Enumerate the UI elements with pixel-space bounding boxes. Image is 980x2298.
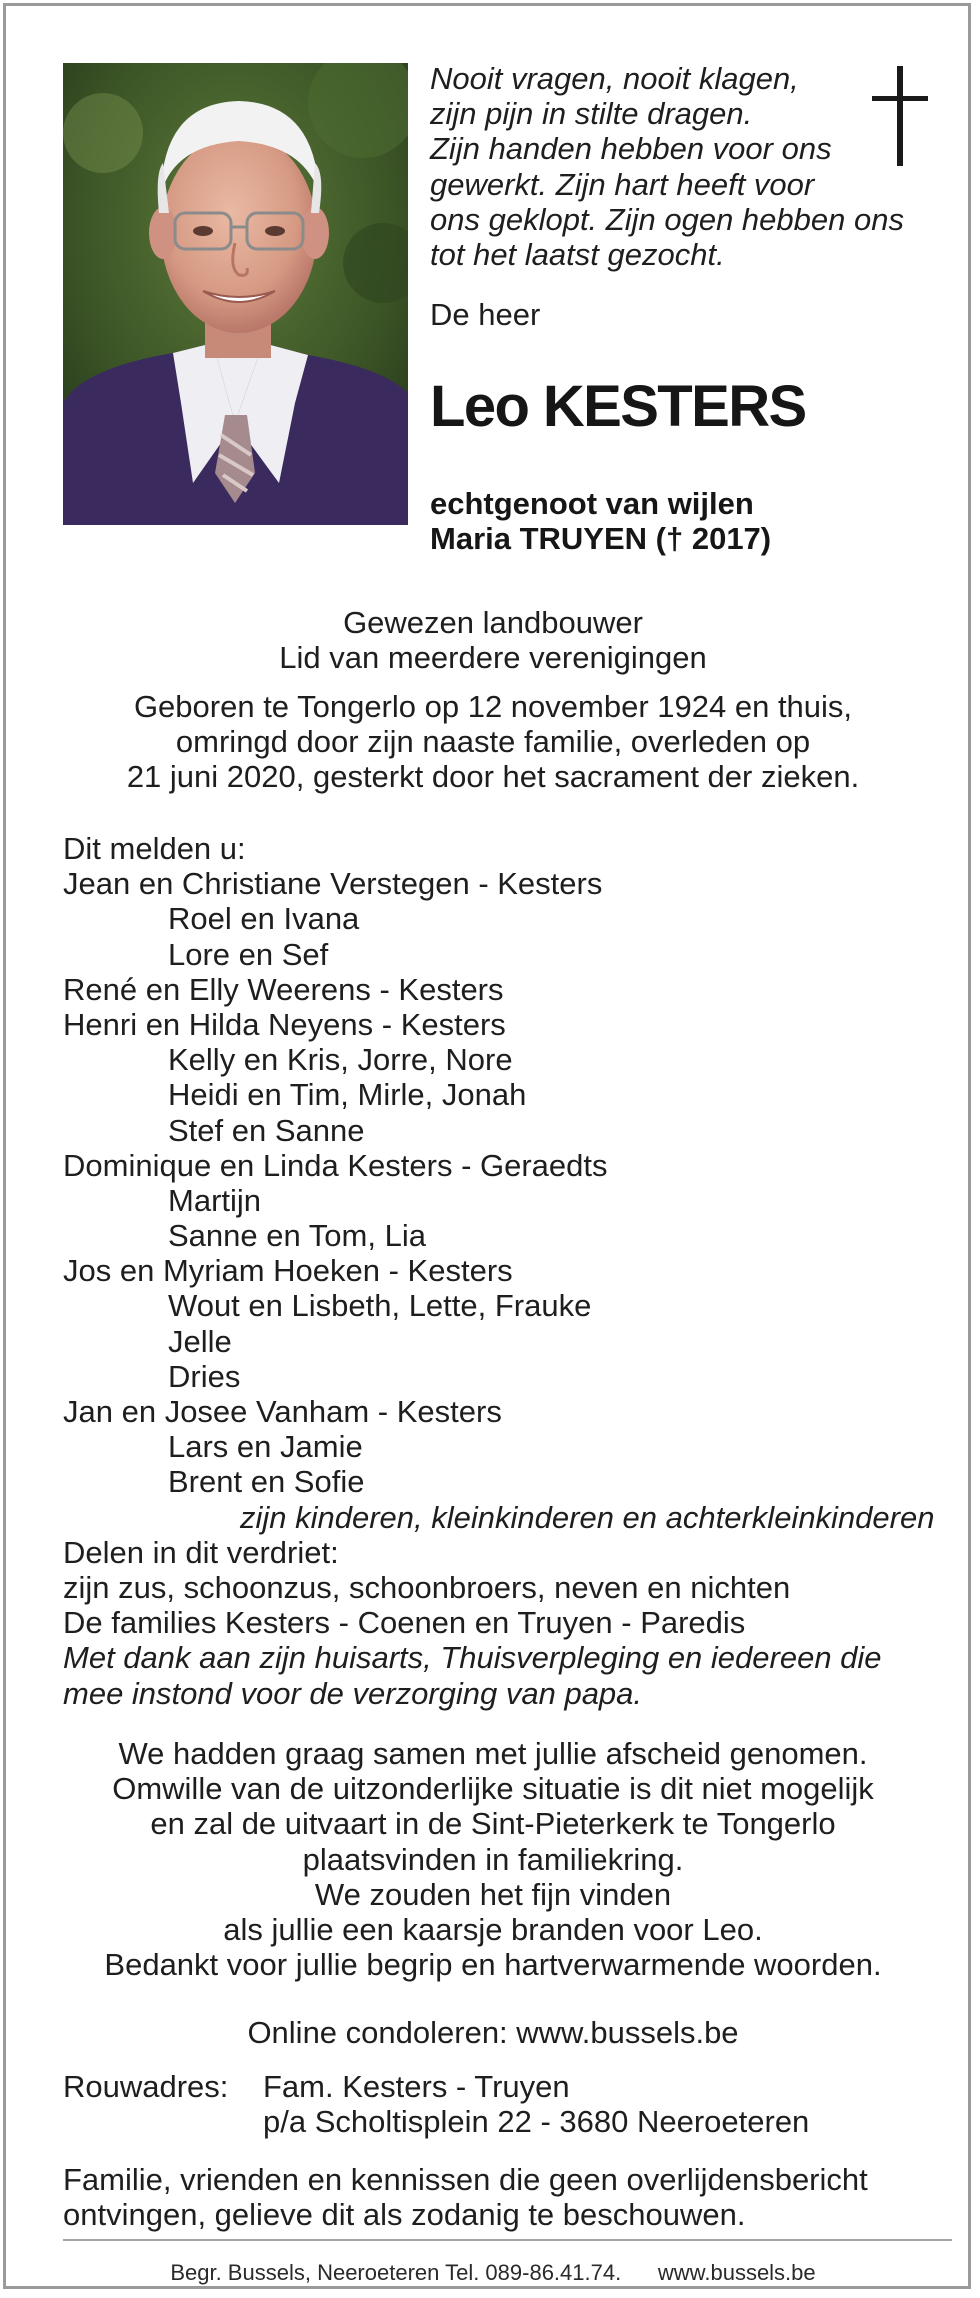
funeral-home-contact: Begr. Bussels, Neeroeteren Tel. 089-86.41.74. bbox=[170, 2260, 622, 2285]
farewell-line: Omwille van de uitzonderlijke situatie is dit niet mogelijk bbox=[112, 1771, 874, 1807]
share-line: zijn zus, schoonzus, schoonbroers, neven en nichten bbox=[63, 1569, 791, 1605]
grandchild-line: Sanne en Tom, Lia bbox=[168, 1218, 426, 1254]
grandchild-line: Dries bbox=[168, 1358, 241, 1394]
family-name: Jan en Josee Vanham - Kesters bbox=[63, 1394, 502, 1429]
family-name: René en Elly Weerens - Kesters bbox=[63, 971, 504, 1007]
grandchild-line: Lore en Sef bbox=[168, 936, 329, 972]
mourners-list bbox=[63, 831, 963, 1711]
grandchild-line: Jelle bbox=[168, 1323, 232, 1359]
poem-line: gewerkt. Zijn hart heeft voor bbox=[430, 166, 815, 202]
occupation bbox=[6, 605, 980, 675]
poem-line: tot het laatst gezocht. bbox=[430, 237, 725, 273]
family-name: Henri en Hilda Neyens - Kesters bbox=[63, 1006, 506, 1042]
spouse-line: Maria TRUYEN († 2017) bbox=[430, 521, 772, 557]
share-intro: Delen in dit verdriet: bbox=[63, 1534, 339, 1570]
mourners-intro: Dit melden u: bbox=[63, 831, 246, 866]
honorific: De heer bbox=[430, 297, 541, 332]
funeral-home-website: www.bussels.be bbox=[657, 2260, 816, 2285]
family-summary: zijn kinderen, kleinkinderen en achterkleinkinderen bbox=[240, 1499, 935, 1535]
family-name: Jos en Myriam Hoeken - Kesters bbox=[63, 1253, 513, 1289]
grandchild-line: Kelly en Kris, Jorre, Nore bbox=[168, 1042, 513, 1078]
deceased-name: Leo KESTERS bbox=[430, 374, 806, 439]
notice-line: ontvingen, gelieve dit als zodanig te beschouwen. bbox=[63, 2197, 746, 2233]
occupation-line: Gewezen landbouwer bbox=[343, 605, 643, 640]
grandchild-line: Brent en Sofie bbox=[168, 1464, 365, 1500]
farewell-line: We hadden graag samen met jullie afscheid genomen. bbox=[118, 1736, 868, 1771]
address-label: Rouwadres: bbox=[63, 2069, 229, 2104]
footer-divider bbox=[63, 2239, 952, 2241]
family-name: Jean en Christiane Verstegen - Kesters bbox=[63, 866, 603, 902]
farewell-line: en zal de uitvaart in de Sint-Pieterkerk te Tongerlo bbox=[150, 1806, 836, 1842]
farewell-line: We zouden het fijn vinden bbox=[314, 1876, 672, 1912]
birth-death-line: 21 juni 2020, gesterkt door het sacrament der zieken. bbox=[126, 759, 860, 795]
farewell-line: Bedankt voor jullie begrip en hartverwarmende woorden. bbox=[104, 1947, 882, 1983]
birth-death-line: Geboren te Tongerlo op 12 november 1924 en thuis, bbox=[133, 689, 853, 724]
grandchild-line: Roel en Ivana bbox=[168, 901, 360, 937]
cross-icon bbox=[872, 66, 928, 166]
grandchild-line: Wout en Lisbeth, Lette, Frauke bbox=[168, 1288, 592, 1324]
grandchild-line: Lars en Jamie bbox=[168, 1429, 363, 1465]
thanks-line: Met dank aan zijn huisarts, Thuisverpleging en iedereen die bbox=[63, 1640, 882, 1676]
address-line: Fam. Kesters - Truyen bbox=[263, 2069, 570, 2104]
thanks-line: mee instond voor de verzorging van papa. bbox=[63, 1675, 643, 1711]
farewell-line: plaatsvinden in familiekring. bbox=[302, 1841, 684, 1877]
footer bbox=[6, 2260, 980, 2286]
notice bbox=[63, 2162, 868, 2232]
farewell-line: als jullie een kaarsje branden voor Leo. bbox=[223, 1912, 763, 1948]
birth-death-line: omringd door zijn naaste familie, overleden op bbox=[175, 724, 811, 760]
spouse-info bbox=[430, 486, 771, 556]
birth-death-info bbox=[6, 689, 980, 795]
share-line: De families Kesters - Coenen en Truyen - Paredis bbox=[63, 1605, 746, 1641]
obituary-card bbox=[3, 3, 971, 2289]
online-condolences: Online condoleren: www.bussels.be bbox=[247, 2015, 739, 2050]
poem-line: ons geklopt. Zijn ogen hebben ons bbox=[430, 201, 904, 237]
portrait-image bbox=[63, 63, 408, 525]
mourning-address bbox=[63, 2069, 809, 2139]
grandchild-line: Stef en Sanne bbox=[168, 1112, 365, 1148]
poem-line: Nooit vragen, nooit klagen, bbox=[430, 61, 799, 96]
family-name: Dominique en Linda Kesters - Geraedts bbox=[63, 1147, 608, 1183]
address-line: p/a Scholtisplein 22 - 3680 Neeroeteren bbox=[263, 2104, 810, 2140]
grandchild-line: Heidi en Tim, Mirle, Jonah bbox=[168, 1077, 527, 1113]
spouse-line: echtgenoot van wijlen bbox=[430, 486, 754, 521]
occupation-line: Lid van meerdere verenigingen bbox=[279, 640, 707, 676]
farewell-message bbox=[6, 1736, 980, 1982]
poem-line: zijn pijn in stilte dragen. bbox=[430, 96, 753, 132]
portrait-photo bbox=[63, 63, 408, 525]
poem-line: Zijn handen hebben voor ons bbox=[430, 131, 832, 167]
notice-line: Familie, vrienden en kennissen die geen overlijdensbericht bbox=[63, 2162, 868, 2197]
grandchild-line: Martijn bbox=[168, 1182, 262, 1218]
